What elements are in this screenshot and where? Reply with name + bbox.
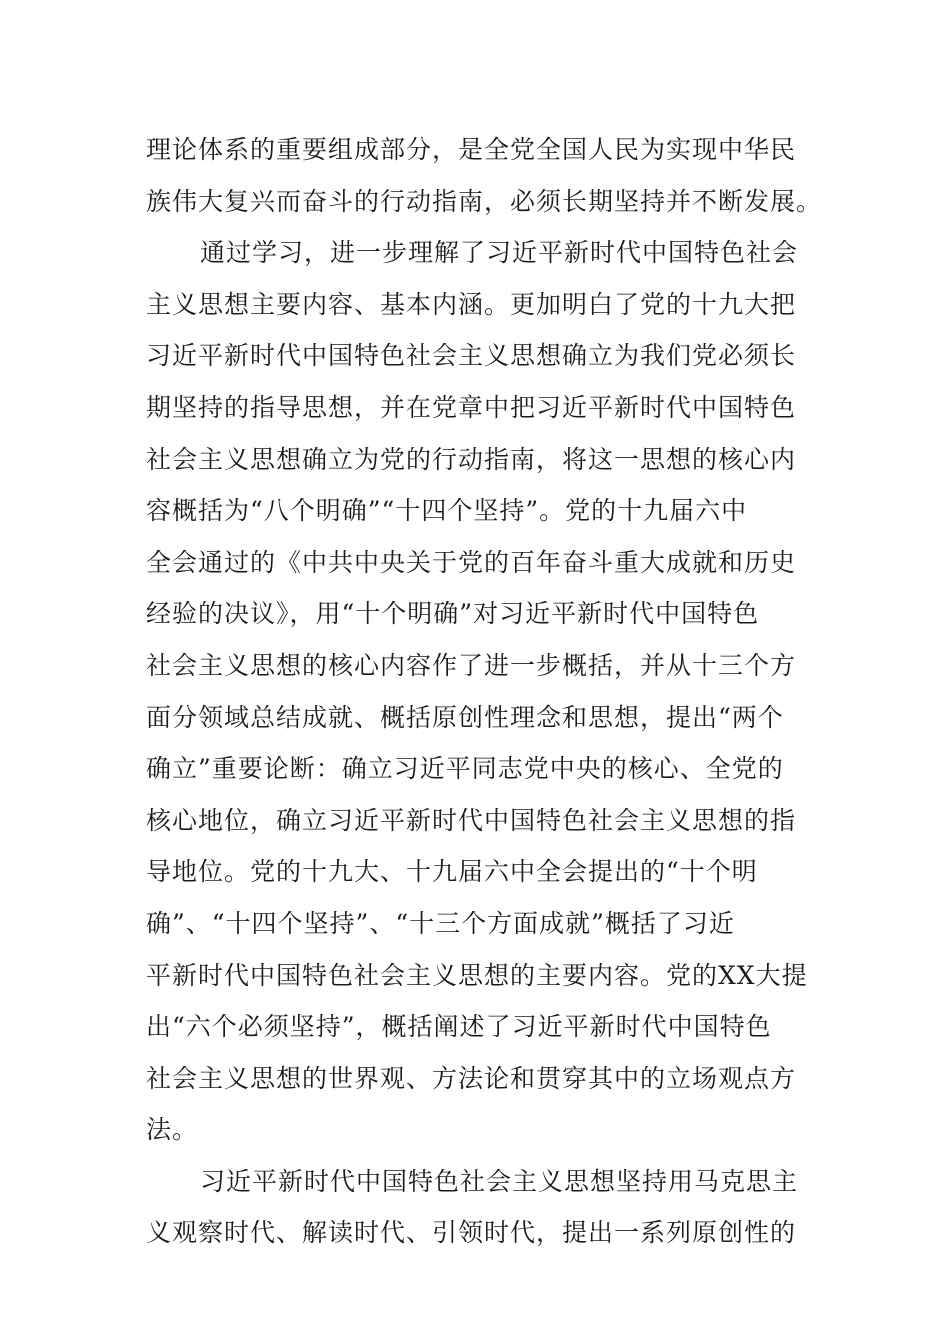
text-line: 核心地位，确立习近平新时代中国特色社会主义思想的指 xyxy=(146,805,797,835)
text-line: 确立”重要论断：确立习近平同志党中央的核心、全党的 xyxy=(146,754,784,784)
text-line: 面分领域总结成就、概括原创性理念和思想，提出“两个 xyxy=(146,702,784,732)
text-line: 族伟大复兴而奋斗的行动指南，必须长期坚持并不断发展。 xyxy=(146,186,823,216)
paragraph-start-line: 通过学习，进一步理解了习近平新时代中国特色社会 xyxy=(200,238,799,268)
paragraph-start-line: 习近平新时代中国特色社会主义思想坚持用马克思主 xyxy=(200,1166,799,1196)
text-line: 平新时代中国特色社会主义思想的主要内容。党的XX大提 xyxy=(146,960,808,990)
text-line: 容概括为“八个明确”“十四个坚持”。党的十九届六中 xyxy=(146,496,748,526)
text-line: 社会主义思想的核心内容作了进一步概括，并从十三个方 xyxy=(146,650,797,680)
body-text xyxy=(146,124,823,1259)
text-line: 出“六个必须坚持”，概括阐述了习近平新时代中国特色 xyxy=(146,1012,772,1042)
text-line: 社会主义思想确立为党的行动指南，将这一思想的核心内 xyxy=(146,444,797,474)
text-line: 义观察时代、解读时代、引领时代，提出一系列原创性的 xyxy=(146,1218,797,1248)
text-line: 习近平新时代中国特色社会主义思想确立为我们党必须长 xyxy=(146,341,797,371)
text-line: 主义思想主要内容、基本内涵。更加明白了党的十九大把 xyxy=(146,289,797,319)
text-line: 期坚持的指导思想，并在党章中把习近平新时代中国特色 xyxy=(146,392,797,422)
text-line: 理论体系的重要组成部分，是全党全国人民为实现中华民 xyxy=(146,135,797,164)
text-line: 法。 xyxy=(146,1115,199,1145)
text-line: 导地位。党的十九大、十九届六中全会提出的“十个明 xyxy=(146,857,758,887)
text-line: 经验的决议》，用“十个明确”对习近平新时代中国特色 xyxy=(146,599,760,629)
text-line: 确”、“十四个坚持”、“十三个方面成就”概括了习近 xyxy=(146,908,735,938)
text-line: 全会通过的《中共中央关于党的百年奋斗重大成就和历史 xyxy=(146,547,797,577)
text-line: 社会主义思想的世界观、方法论和贯穿其中的立场观点方 xyxy=(146,1063,797,1093)
